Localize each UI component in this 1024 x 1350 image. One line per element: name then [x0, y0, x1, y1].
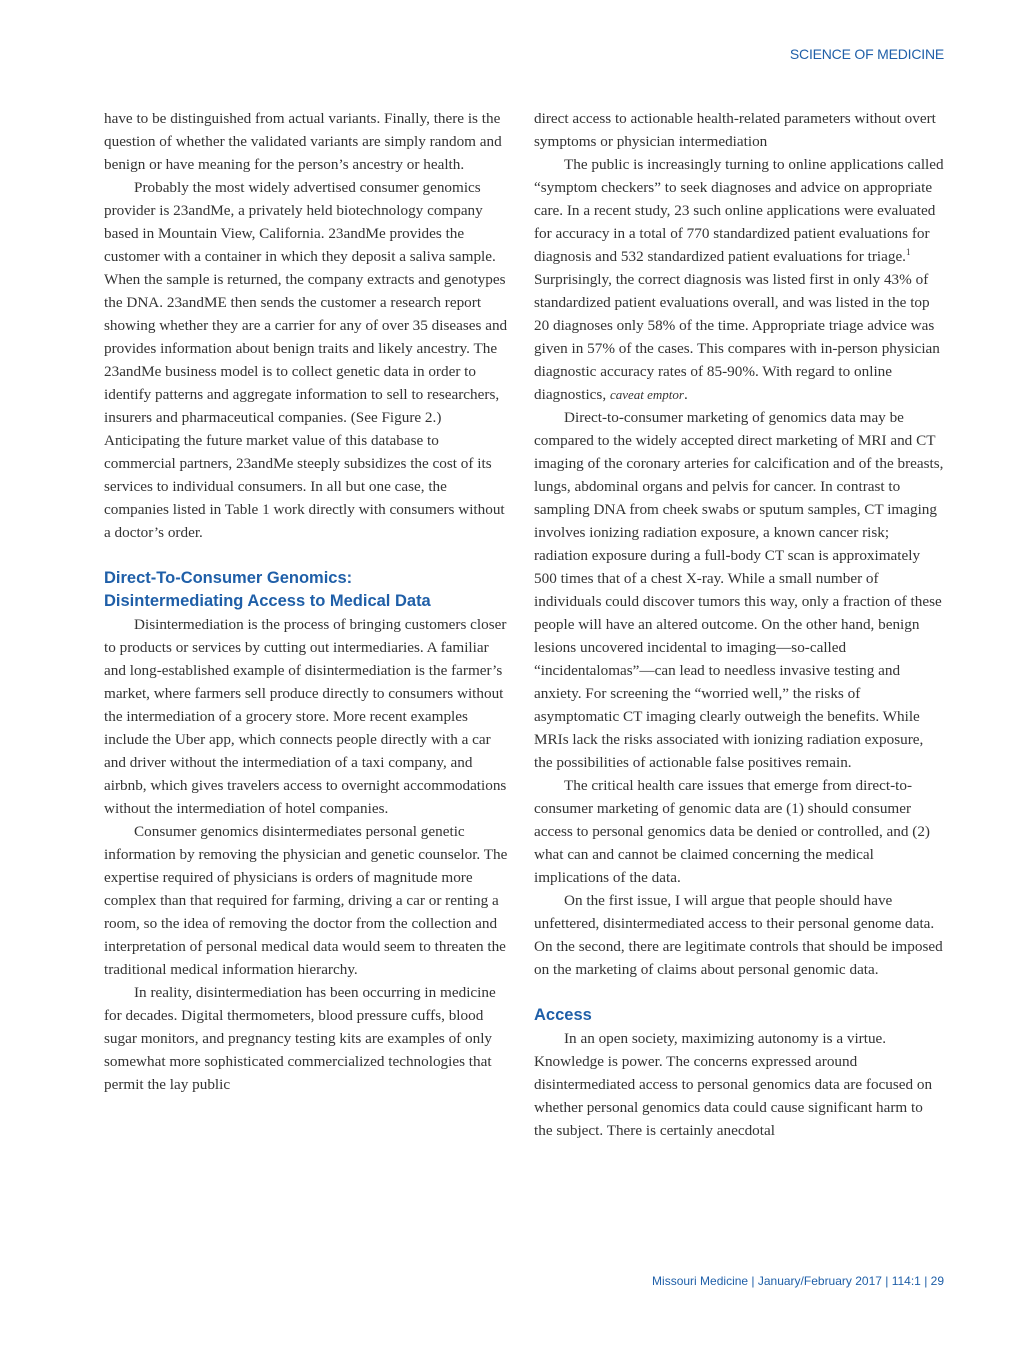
right-paragraph-1: direct access to actionable health-related parameters without overt symptoms or physician intermediation: [534, 110, 936, 150]
left-paragraph-1: have to be distinguished from actual variants. Finally, there is the question of whether the validated variants are simply random and benign or have meaning for the person’s ancestry or health.: [104, 110, 502, 173]
left-paragraph-2: Probably the most widely advertised consumer genomics provider is 23andMe, a privately held biotechnology company based in Mountain View, California. 23andMe provides the customer with a container in which they deposit a saliva sample. When the sample is returned, the company extracts and genotypes the DNA. 23andME then sends the customer a research report showing whether they are a carrier for any of over 35 diseases and provides information about benign traits and likely ancestry. The 23andMe business model is to collect genetic data in order to identify patterns and aggregate information to sell to researchers, insurers and pharmaceutical companies. (See Figure 2.) Anticipating the future market value of this database to commercial partners, 23andMe steeply subsidizes the cost of its services to individual consumers. In all but one case, the companies listed in Table 1 work directly with consumers without a doctor’s order.: [104, 179, 508, 541]
right-paragraph-5: On the first issue, I will argue that people should have unfettered, disintermediated access to their personal genome data. On the second, there are legitimate controls that should be imposed on the marketing of claims about personal genomic data.: [534, 892, 943, 978]
left-paragraph-3: Disintermediation is the process of bringing customers closer to products or services by cutting out intermediaries. A familiar and long-established example of disintermediation is the farmer’s market, where farmers sell produce directly to consumers without the intermediation of a grocery store. More recent examples include the Uber app, which connects people directly with a car and driver without the intermediation of a taxi company, and airbnb, which gives travelers access to overnight accommodations without the intermediation of hotel companies.: [104, 616, 507, 817]
right-paragraph-6: In an open society, maximizing autonomy is a virtue. Knowledge is power. The concerns expressed around disintermediated access to personal genomics data are focused on whether personal genomics data could cause significant harm to the subject. There is certainly anecdotal: [534, 1030, 933, 1139]
right-paragraph-4: The critical health care issues that emerge from direct-to-consumer marketing of genomic data are (1) should consumer access to personal genomics data be denied or controlled, and (2) what can and cannot be claimed concerning the medical implications of the data.: [534, 777, 930, 886]
left-paragraph-4: Consumer genomics disintermediates personal genetic information by removing the physician and genetic counselor. The expertise required of physicians is orders of magnitude more complex than that required for farming, driving a car or renting a room, so the idea of removing the doctor from the collection and interpretation of personal medical data would seem to threaten the traditional medical information hierarchy.: [104, 823, 508, 978]
left-paragraph-5: In reality, disintermediation has been occurring in medicine for decades. Digital thermometers, blood pressure cuffs, blood sugar monitors, and pregnancy testing kits are examples of only somewhat more sophisticated commercialized technologies that permit the lay public: [104, 984, 496, 1093]
right-paragraph-2-text-cont: Surprisingly, the correct diagnosis was listed first in only 43% of standardized patient evaluations overall, and was listed in the top 20 diagnoses only 58% of the time. Appropriate triage advice was given in 57% of the cases. This compares with in-person physician diagnostic accuracy rates of 85-90%. With regard to online diagnostics,: [534, 271, 940, 403]
left-column: [104, 107, 514, 1096]
right-paragraph-2-end: .: [683, 386, 688, 403]
section-heading-access: Access: [534, 1006, 592, 1024]
section-heading-dtc-genomics: [104, 567, 514, 613]
right-paragraph-2: [534, 153, 944, 406]
right-paragraph-2-text: The public is increasingly turning to online applications called “symptom checkers” to seek diagnoses and advice on appropriate care. In a recent study, 23 such online applications were evaluated for accuracy in a total of 770 standardized patient evaluations for diagnosis and 532 standardized patient evaluations for triage.: [534, 156, 944, 265]
caveat-emptor-italic: caveat emptor: [609, 387, 684, 402]
heading-line-2: Disintermediating Access to Medical Data: [104, 592, 431, 610]
right-paragraph-3: Direct-to-consumer marketing of genomics data may be compared to the widely accepted direct marketing of MRI and CT imaging of the coronary arteries for calcification and of the breasts, lungs, abdominal organs and pelvis for cancer. In contrast to sampling DNA from cheek swabs or sputum samples, CT imaging involves ionizing radiation exposure, a known cancer risk; radiation exposure during a full-body CT scan is approximately 500 times that of a chest X-ray. While a small number of individuals could discover tumors this way, only a fraction of these people will have an altered outcome. On the other hand, benign lesions uncovered incidental to imaging—so-called “incidentalomas”—can lead to needless invasive testing and anxiety. For screening the “worried well,” the risks of asymptomatic CT imaging clearly outweigh the benefits. While MRIs lack the risks associated with ionizing radiation exposure, the possibilities of actionable false positives remain.: [534, 409, 944, 771]
running-head-section: SCIENCE OF MEDICINE: [789, 46, 944, 62]
reference-superscript[interactable]: 1: [905, 246, 911, 257]
heading-line-1: Direct-To-Consumer Genomics:: [104, 569, 353, 587]
right-column: [534, 107, 944, 1142]
page-footer: Missouri Medicine | January/February 2017 | 114:1 | 29: [652, 1274, 944, 1288]
